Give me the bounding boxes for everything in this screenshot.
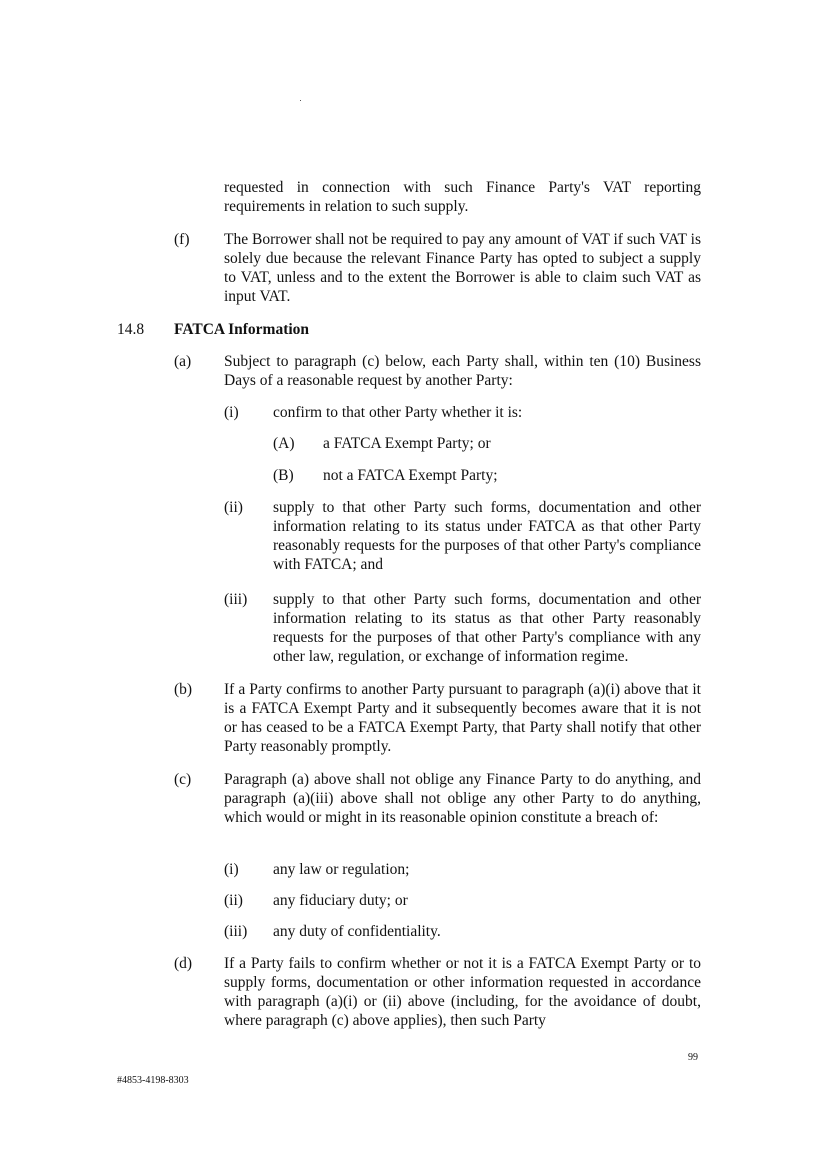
section-number: 14.8 (117, 321, 145, 338)
para-a-i-B-text: not a FATCA Exempt Party; (323, 467, 498, 484)
para-a-i-A-text: a FATCA Exempt Party; or (323, 435, 491, 452)
para-a-ii-text: supply to that other Party such forms, documentation and other information relating to its status under FATCA as that other Party reasonably requests for the purposes of that other Party's compliance with FATCA; and (273, 499, 701, 573)
para-f-label: (f) (174, 231, 190, 248)
para-a-i-label: (i) (224, 404, 239, 421)
para-b-text: If a Party confirms to another Party pursuant to paragraph (a)(i) above that it is a FATCA Exempt Party and it subsequently becomes aware that it is not or has ceased to be a FATCA Exempt Party, that Party shall notify that other Party reasonably promptly. (224, 681, 701, 755)
continuation-paragraph: requested in connection with such Finance Party's VAT reporting requirements in relation to such supply. (224, 179, 701, 215)
para-c-i-text: any law or regulation; (273, 861, 410, 878)
para-b-label: (b) (174, 681, 193, 698)
document-reference: #4853-4198-8303 (117, 1075, 189, 1086)
para-a-i-text: confirm to that other Party whether it is: (273, 404, 523, 421)
para-a-iii-text: supply to that other Party such forms, documentation and other information relating to its status as that other Party reasonably requests for the purposes of that other Party's compliance with any other law, regulation, or exchange of information regime. (273, 591, 701, 665)
speck-mark (300, 100, 301, 101)
section-title: FATCA Information (174, 321, 310, 338)
para-a-text: Subject to paragraph (c) below, each Party shall, within ten (10) Business Days of a reasonable request by another Party: (224, 353, 701, 389)
para-a-iii-label: (iii) (224, 591, 248, 608)
para-c-ii-label: (ii) (224, 892, 243, 909)
para-d-label: (d) (174, 955, 193, 972)
para-d-text: If a Party fails to confirm whether or not it is a FATCA Exempt Party or to supply forms, documentation or other information requested in accordance with paragraph (a)(i) or (ii) above (including, for the avoidance of doubt, where paragraph (c) above applies), then such Party (224, 955, 701, 1029)
page-number: 99 (688, 1052, 698, 1063)
para-a-ii-label: (ii) (224, 499, 243, 516)
para-a-i-B-label: (B) (273, 467, 294, 484)
para-c-label: (c) (174, 771, 192, 788)
para-c-iii-text: any duty of confidentiality. (273, 923, 441, 940)
para-c-i-label: (i) (224, 861, 239, 878)
para-c-ii-text: any fiduciary duty; or (273, 892, 408, 909)
para-a-label: (a) (174, 353, 192, 370)
para-f-text: The Borrower shall not be required to pay any amount of VAT if such VAT is solely due because the relevant Finance Party has opted to subject a supply to VAT, unless and to the extent the Borrower is able to claim such VAT as input VAT. (224, 231, 701, 305)
para-c-iii-label: (iii) (224, 923, 248, 940)
para-c-text: Paragraph (a) above shall not oblige any Finance Party to do anything, and paragraph (a)(iii) above shall not oblige any other Party to do anything, which would or might in its reasonable opinion constitute a breach of: (224, 771, 701, 826)
para-a-i-A-label: (A) (273, 435, 295, 452)
